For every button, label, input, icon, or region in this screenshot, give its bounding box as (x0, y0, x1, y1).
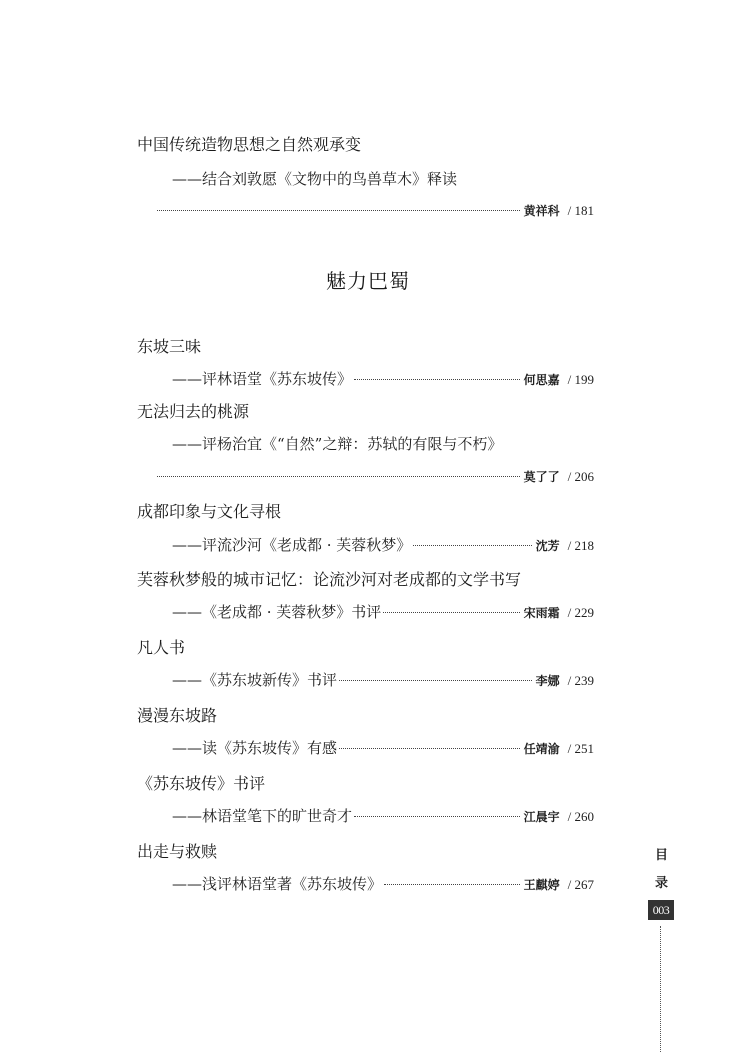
toc-entry-page: / 267 (567, 877, 594, 892)
toc-entry-page: / 251 (567, 741, 594, 756)
toc-entry-line (172, 874, 594, 894)
toc-entry-author: 江晨宇 (523, 810, 560, 824)
toc-entry-subtitle: ——评杨治宜《“自然”之辩：苏轼的有限与不朽》 (172, 435, 503, 453)
toc-entry-page: / 199 (567, 372, 594, 387)
toc-entry-line (172, 369, 594, 389)
toc-entry-title: 中国传统造物思想之自然观承变 (137, 135, 362, 154)
toc-entry-title: 《苏东坡传》书评 (137, 774, 266, 793)
toc-entry-subtitle: ——评流沙河《老成都 · 芙蓉秋梦》 (172, 536, 412, 554)
toc-entry-subtitle: ——结合刘敦愿《文物中的鸟兽草木》释读 (172, 170, 458, 188)
toc-entry-subtitle: ——浅评林语堂著《苏东坡传》 (172, 875, 383, 893)
toc-entry-title: 芙蓉秋梦般的城市记忆：论流沙河对老成都的文学书写 (137, 570, 522, 589)
page-number-badge: 003 (648, 900, 674, 920)
dot-leader (354, 815, 520, 817)
dot-leader (339, 679, 532, 681)
toc-entry-author: 沈芳 (535, 539, 560, 553)
toc-entry-title: 凡人书 (137, 638, 186, 657)
toc-entry-title: 成都印象与文化寻根 (137, 502, 282, 521)
toc-entry-author: 王麒婷 (523, 878, 560, 892)
dot-leader (157, 209, 520, 211)
toc-entry-page: / 229 (567, 605, 594, 620)
toc-entry-line (172, 535, 594, 555)
dot-leader (384, 883, 520, 885)
toc-entry-leader-line (155, 201, 594, 221)
toc-entry-author: 任靖渝 (523, 742, 560, 756)
toc-entry-subtitle: ——《苏东坡新传》书评 (172, 671, 338, 689)
toc-entry-line (172, 738, 594, 758)
toc-entry-line (172, 806, 594, 826)
toc-entry-title: 东坡三味 (137, 337, 202, 356)
toc-entry-subtitle: ——评林语堂《苏东坡传》 (172, 370, 353, 388)
sidebar-label-lu: 录 (655, 876, 669, 891)
dot-leader (354, 378, 520, 380)
toc-entry-line (172, 670, 594, 690)
toc-entry-page: / 260 (567, 809, 594, 824)
toc-entry-subtitle: ——林语堂笔下的旷世奇才 (172, 807, 353, 825)
toc-entry-title: 出走与救赎 (137, 842, 218, 861)
dot-leader (157, 475, 520, 477)
toc-entry-page: / 181 (567, 203, 594, 218)
toc-entry-page: / 218 (567, 538, 594, 553)
toc-entry-title: 无法归去的桃源 (137, 402, 250, 421)
toc-entry-author: 何思嘉 (523, 373, 560, 387)
dot-leader (413, 544, 531, 546)
toc-entry-subtitle: ——读《苏东坡传》有感 (172, 739, 338, 757)
section-heading: 魅力巴蜀 (326, 269, 410, 293)
toc-entry-leader-line (155, 467, 594, 487)
toc-entry-page: / 206 (567, 469, 594, 484)
toc-entry-author: 黄祥科 (523, 204, 560, 218)
dot-leader (383, 611, 519, 613)
toc-entry-subtitle: ——《老成都 · 芙蓉秋梦》书评 (172, 603, 382, 621)
dot-leader (339, 747, 520, 749)
toc-entry-author: 莫了了 (523, 470, 560, 484)
toc-entry-page: / 239 (567, 673, 594, 688)
toc-entry-line (172, 602, 594, 622)
toc-entry-title: 漫漫东坡路 (137, 706, 218, 725)
toc-entry-author: 李娜 (535, 674, 560, 688)
sidebar-label-mu: 目 (655, 848, 669, 863)
sidebar-dotted-line (660, 926, 662, 1052)
toc-entry-author: 宋雨霜 (523, 606, 560, 620)
